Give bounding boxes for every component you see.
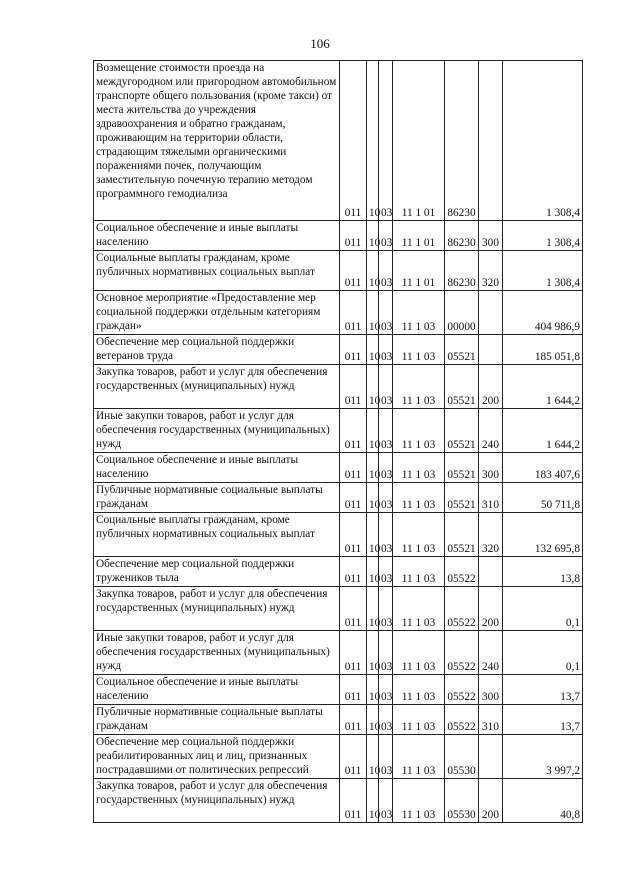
target-code: 05522 bbox=[445, 557, 479, 587]
amount: 404 986,9 bbox=[503, 291, 583, 335]
row-name: Обеспечение мер социальной поддержки реабилитированных лиц и лиц, признанных пострадавшими от политических репрессий bbox=[94, 735, 340, 779]
subsection-code: 03 bbox=[379, 735, 393, 779]
section-code: 10 bbox=[367, 705, 379, 735]
target-code: 05522 bbox=[445, 705, 479, 735]
subsection-code: 03 bbox=[379, 409, 393, 453]
section-code: 10 bbox=[367, 221, 379, 251]
expense-type-code bbox=[479, 557, 503, 587]
target-code: 05521 bbox=[445, 483, 479, 513]
program-code: 11 1 03 bbox=[393, 675, 445, 705]
table-row bbox=[94, 587, 583, 631]
expense-type-code: 310 bbox=[479, 705, 503, 735]
amount: 0,1 bbox=[503, 587, 583, 631]
target-code: 05522 bbox=[445, 675, 479, 705]
program-code: 11 1 03 bbox=[393, 409, 445, 453]
program-code: 11 1 03 bbox=[393, 705, 445, 735]
expense-type-code: 240 bbox=[479, 631, 503, 675]
target-code: 86230 bbox=[445, 251, 479, 291]
program-code: 11 1 03 bbox=[393, 335, 445, 365]
subsection-code: 03 bbox=[379, 587, 393, 631]
target-code: 05530 bbox=[445, 779, 479, 823]
ministry-code: 011 bbox=[340, 735, 367, 779]
table-row bbox=[94, 675, 583, 705]
row-name: Основное мероприятие «Предоставление мер социальной поддержки отдельным категориям граждан» bbox=[94, 291, 340, 335]
expense-type-code: 200 bbox=[479, 779, 503, 823]
row-name: Социальные выплаты гражданам, кроме публичных нормативных социальных выплат bbox=[94, 251, 340, 291]
program-code: 11 1 03 bbox=[393, 513, 445, 557]
table-row bbox=[94, 251, 583, 291]
row-name: Социальные выплаты гражданам, кроме публичных нормативных социальных выплат bbox=[94, 513, 340, 557]
row-name: Закупка товаров, работ и услуг для обеспечения государственных (муниципальных) нужд bbox=[94, 365, 340, 409]
subsection-code: 03 bbox=[379, 779, 393, 823]
table-row bbox=[94, 557, 583, 587]
expense-type-code: 320 bbox=[479, 251, 503, 291]
subsection-code: 03 bbox=[379, 631, 393, 675]
ministry-code: 011 bbox=[340, 587, 367, 631]
table-row bbox=[94, 365, 583, 409]
amount: 132 695,8 bbox=[503, 513, 583, 557]
ministry-code: 011 bbox=[340, 61, 367, 221]
section-code: 10 bbox=[367, 587, 379, 631]
row-name: Иные закупки товаров, работ и услуг для обеспечения государственных (муниципальных) нужд bbox=[94, 631, 340, 675]
target-code: 05521 bbox=[445, 513, 479, 557]
ministry-code: 011 bbox=[340, 453, 367, 483]
ministry-code: 011 bbox=[340, 513, 367, 557]
ministry-code: 011 bbox=[340, 705, 367, 735]
table-row bbox=[94, 779, 583, 823]
row-name: Возмещение стоимости проезда на междугородном или пригородном автомобильном транспорте общего пользования (кроме такси) от места жительства до учреждения здравоохранения и обратно гражданам, проживающим на территории области, страдающим тяжелыми органическими поражениями почек, получающим заместительную почечную терапию методом программного гемодиализа bbox=[94, 61, 340, 221]
expense-type-code: 310 bbox=[479, 483, 503, 513]
amount: 1 308,4 bbox=[503, 61, 583, 221]
section-code: 10 bbox=[367, 779, 379, 823]
table-row bbox=[94, 61, 583, 221]
program-code: 11 1 03 bbox=[393, 587, 445, 631]
program-code: 11 1 03 bbox=[393, 365, 445, 409]
subsection-code: 03 bbox=[379, 513, 393, 557]
section-code: 10 bbox=[367, 675, 379, 705]
program-code: 11 1 03 bbox=[393, 779, 445, 823]
target-code: 00000 bbox=[445, 291, 479, 335]
amount: 0,1 bbox=[503, 631, 583, 675]
subsection-code: 03 bbox=[379, 61, 393, 221]
section-code: 10 bbox=[367, 365, 379, 409]
ministry-code: 011 bbox=[340, 409, 367, 453]
amount: 185 051,8 bbox=[503, 335, 583, 365]
subsection-code: 03 bbox=[379, 221, 393, 251]
row-name: Иные закупки товаров, работ и услуг для обеспечения государственных (муниципальных) нужд bbox=[94, 409, 340, 453]
target-code: 05522 bbox=[445, 587, 479, 631]
section-code: 10 bbox=[367, 61, 379, 221]
table-row bbox=[94, 291, 583, 335]
program-code: 11 1 03 bbox=[393, 735, 445, 779]
table-row bbox=[94, 335, 583, 365]
row-name: Социальное обеспечение и иные выплаты населению bbox=[94, 453, 340, 483]
program-code: 11 1 01 bbox=[393, 61, 445, 221]
subsection-code: 03 bbox=[379, 251, 393, 291]
section-code: 10 bbox=[367, 735, 379, 779]
amount: 40,8 bbox=[503, 779, 583, 823]
target-code: 05522 bbox=[445, 631, 479, 675]
amount: 3 997,2 bbox=[503, 735, 583, 779]
table-row bbox=[94, 221, 583, 251]
program-code: 11 1 03 bbox=[393, 453, 445, 483]
expense-type-code bbox=[479, 335, 503, 365]
subsection-code: 03 bbox=[379, 453, 393, 483]
subsection-code: 03 bbox=[379, 291, 393, 335]
program-code: 11 1 03 bbox=[393, 483, 445, 513]
row-name: Обеспечение мер социальной поддержки тружеников тыла bbox=[94, 557, 340, 587]
subsection-code: 03 bbox=[379, 705, 393, 735]
target-code: 05521 bbox=[445, 365, 479, 409]
expense-type-code: 320 bbox=[479, 513, 503, 557]
expense-type-code bbox=[479, 735, 503, 779]
expense-type-code: 240 bbox=[479, 409, 503, 453]
target-code: 05530 bbox=[445, 735, 479, 779]
table-row bbox=[94, 705, 583, 735]
row-name: Публичные нормативные социальные выплаты гражданам bbox=[94, 705, 340, 735]
subsection-code: 03 bbox=[379, 335, 393, 365]
target-code: 05521 bbox=[445, 453, 479, 483]
program-code: 11 1 03 bbox=[393, 557, 445, 587]
amount: 1 644,2 bbox=[503, 409, 583, 453]
expense-type-code: 300 bbox=[479, 221, 503, 251]
section-code: 10 bbox=[367, 483, 379, 513]
table-row bbox=[94, 513, 583, 557]
amount: 1 308,4 bbox=[503, 221, 583, 251]
expense-type-code bbox=[479, 61, 503, 221]
table-row bbox=[94, 735, 583, 779]
expense-type-code: 200 bbox=[479, 587, 503, 631]
target-code: 86230 bbox=[445, 221, 479, 251]
subsection-code: 03 bbox=[379, 557, 393, 587]
target-code: 86230 bbox=[445, 61, 479, 221]
target-code: 05521 bbox=[445, 409, 479, 453]
amount: 13,7 bbox=[503, 675, 583, 705]
page-number: 106 bbox=[310, 36, 330, 51]
ministry-code: 011 bbox=[340, 365, 367, 409]
expense-type-code bbox=[479, 291, 503, 335]
amount: 183 407,6 bbox=[503, 453, 583, 483]
row-name: Публичные нормативные социальные выплаты гражданам bbox=[94, 483, 340, 513]
expense-type-code: 300 bbox=[479, 453, 503, 483]
table-row bbox=[94, 631, 583, 675]
table-row bbox=[94, 409, 583, 453]
subsection-code: 03 bbox=[379, 365, 393, 409]
amount: 50 711,8 bbox=[503, 483, 583, 513]
ministry-code: 011 bbox=[340, 557, 367, 587]
amount: 13,8 bbox=[503, 557, 583, 587]
subsection-code: 03 bbox=[379, 483, 393, 513]
expense-type-code: 200 bbox=[479, 365, 503, 409]
row-name: Социальное обеспечение и иные выплаты населению bbox=[94, 221, 340, 251]
section-code: 10 bbox=[367, 513, 379, 557]
budget-table bbox=[93, 60, 583, 823]
program-code: 11 1 03 bbox=[393, 291, 445, 335]
table-row bbox=[94, 453, 583, 483]
section-code: 10 bbox=[367, 251, 379, 291]
ministry-code: 011 bbox=[340, 483, 367, 513]
amount: 1 308,4 bbox=[503, 251, 583, 291]
ministry-code: 011 bbox=[340, 779, 367, 823]
section-code: 10 bbox=[367, 335, 379, 365]
table-row bbox=[94, 483, 583, 513]
ministry-code: 011 bbox=[340, 291, 367, 335]
target-code: 05521 bbox=[445, 335, 479, 365]
ministry-code: 011 bbox=[340, 631, 367, 675]
section-code: 10 bbox=[367, 409, 379, 453]
program-code: 11 1 03 bbox=[393, 631, 445, 675]
program-code: 11 1 01 bbox=[393, 251, 445, 291]
program-code: 11 1 01 bbox=[393, 221, 445, 251]
amount: 1 644,2 bbox=[503, 365, 583, 409]
expense-type-code: 300 bbox=[479, 675, 503, 705]
row-name: Закупка товаров, работ и услуг для обеспечения государственных (муниципальных) нужд bbox=[94, 779, 340, 823]
section-code: 10 bbox=[367, 631, 379, 675]
ministry-code: 011 bbox=[340, 675, 367, 705]
row-name: Закупка товаров, работ и услуг для обеспечения государственных (муниципальных) нужд bbox=[94, 587, 340, 631]
ministry-code: 011 bbox=[340, 251, 367, 291]
row-name: Обеспечение мер социальной поддержки ветеранов труда bbox=[94, 335, 340, 365]
ministry-code: 011 bbox=[340, 221, 367, 251]
section-code: 10 bbox=[367, 557, 379, 587]
section-code: 10 bbox=[367, 291, 379, 335]
ministry-code: 011 bbox=[340, 335, 367, 365]
section-code: 10 bbox=[367, 453, 379, 483]
row-name: Социальное обеспечение и иные выплаты населению bbox=[94, 675, 340, 705]
amount: 13,7 bbox=[503, 705, 583, 735]
subsection-code: 03 bbox=[379, 675, 393, 705]
